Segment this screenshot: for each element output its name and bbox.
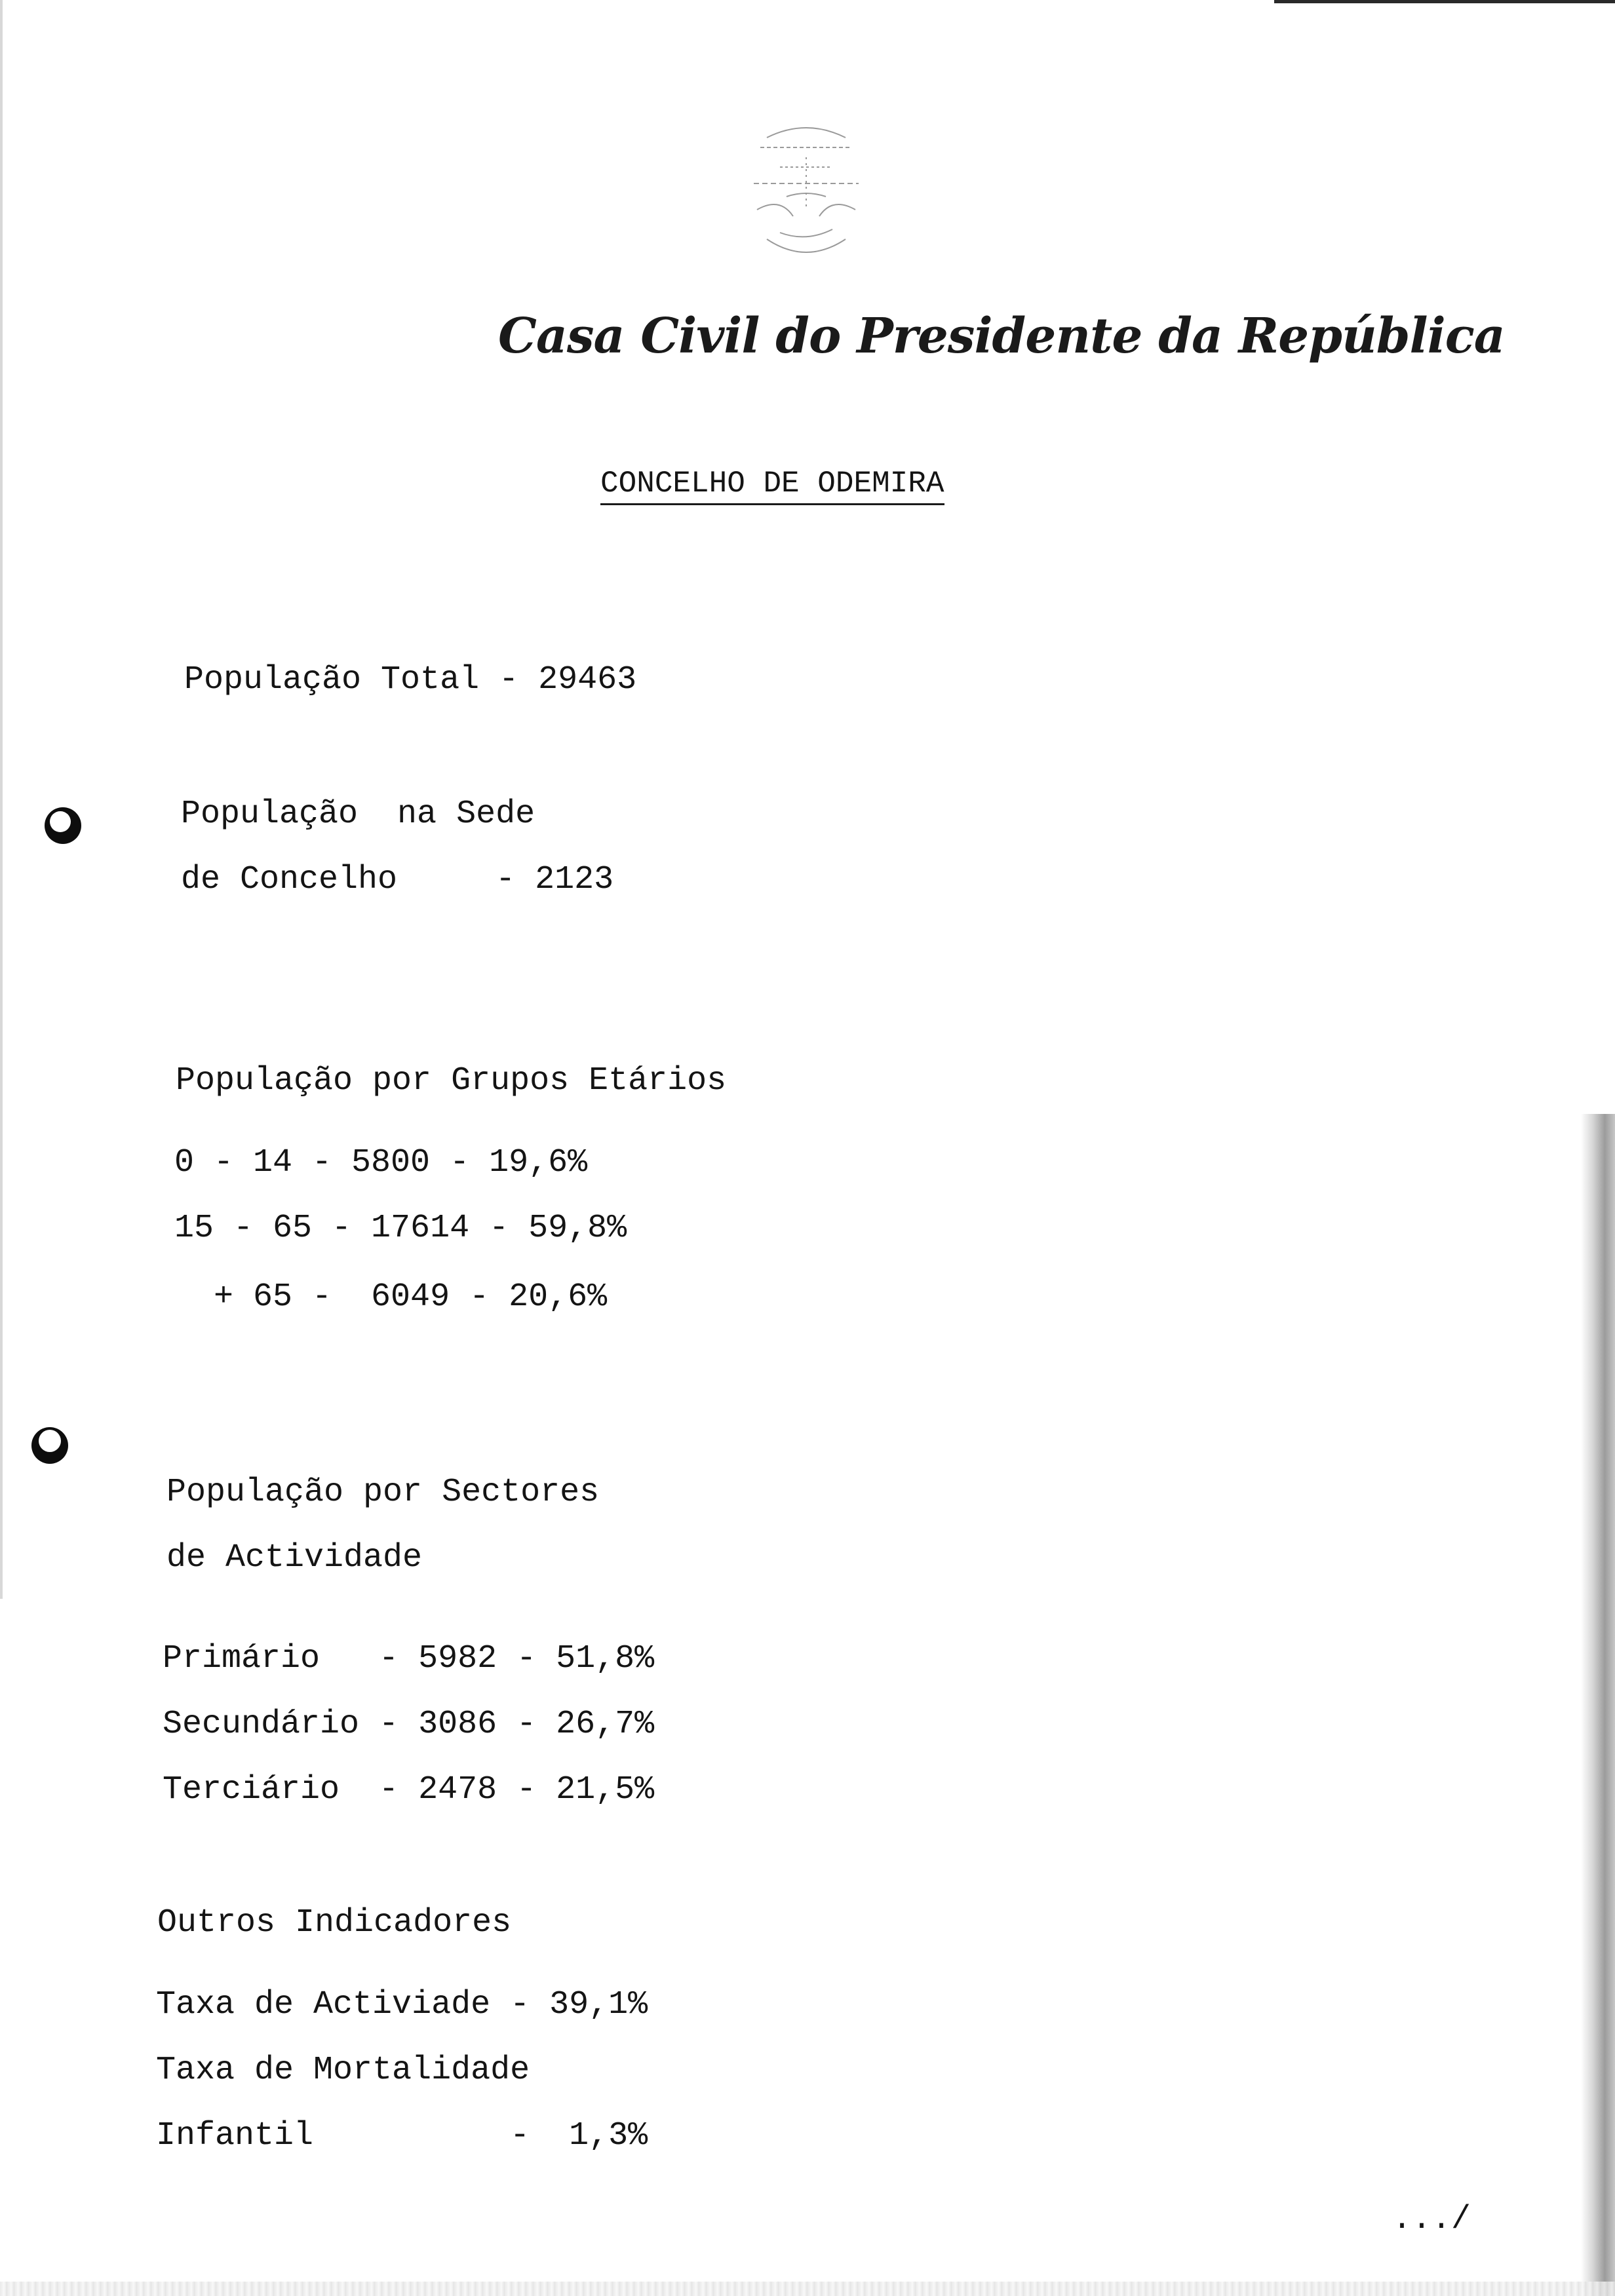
seat-population-line-2: de Concelho - 2123 bbox=[181, 861, 614, 898]
coat-of-arms-emblem bbox=[741, 118, 872, 269]
sectors-heading-line-2: de Actividade bbox=[166, 1539, 423, 1577]
sector-row: Primário - 5982 - 51,8% bbox=[163, 1640, 655, 1677]
age-group-row: 15 - 65 - 17614 - 59,8% bbox=[174, 1210, 627, 1247]
sector-row: Terciário - 2478 - 21,5% bbox=[163, 1771, 655, 1808]
scan-edge-right bbox=[1581, 1114, 1615, 2296]
population-total: População Total - 29463 bbox=[184, 661, 637, 698]
age-group-row: + 65 - 6049 - 20,6% bbox=[174, 1278, 608, 1316]
seat-population-line-1: População na Sede bbox=[181, 795, 535, 833]
sectors-heading-line-1: População por Sectores bbox=[166, 1474, 600, 1511]
punch-hole-icon bbox=[43, 806, 83, 845]
punch-hole-icon bbox=[30, 1426, 69, 1465]
scan-edge-left bbox=[0, 0, 3, 1599]
other-indicators-heading: Outros Indicadores bbox=[157, 1904, 512, 1942]
age-group-row: 0 - 14 - 5800 - 19,6% bbox=[174, 1144, 588, 1181]
indicator-row: Taxa de Mortalidade bbox=[156, 2052, 530, 2089]
document-title: CONCELHO DE ODEMIRA bbox=[600, 467, 944, 505]
letterhead-institution: Casa Civil do Presidente da República bbox=[498, 308, 1505, 364]
indicator-row: Taxa de Activiade - 39,1% bbox=[156, 1986, 648, 2023]
sector-row: Secundário - 3086 - 26,7% bbox=[163, 1706, 655, 1743]
scan-edge-bottom bbox=[0, 2282, 1615, 2296]
continuation-mark: .../ bbox=[1392, 2201, 1471, 2238]
scan-edge-top bbox=[1274, 0, 1615, 3]
age-groups-heading: População por Grupos Etários bbox=[176, 1062, 727, 1100]
indicator-row: Infantil - 1,3% bbox=[156, 2117, 648, 2154]
